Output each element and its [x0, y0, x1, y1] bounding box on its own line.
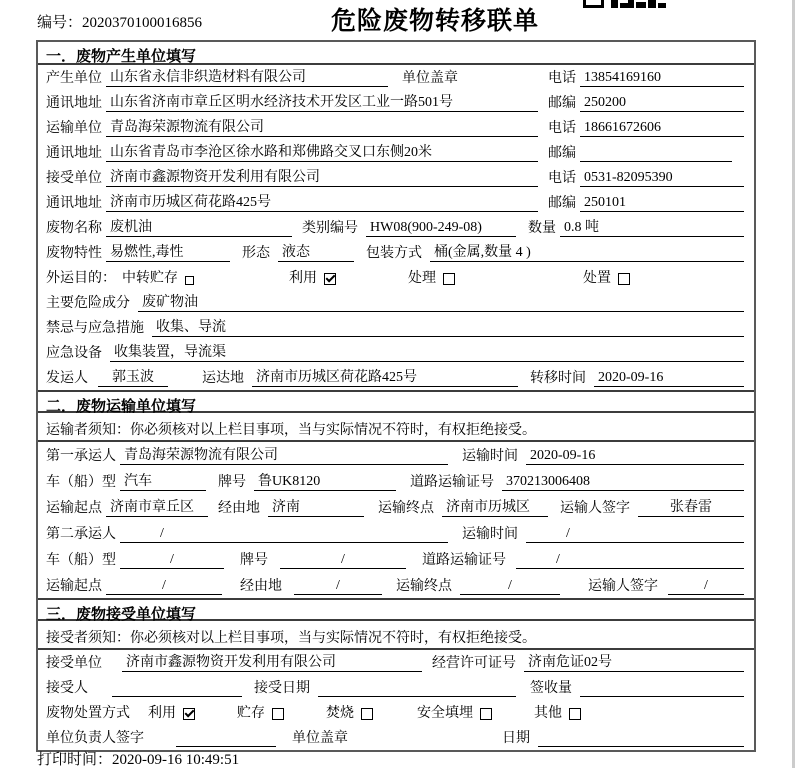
producer-address-row — [38, 90, 754, 115]
transport-time-value: 2020-09-16 — [526, 448, 744, 465]
origin-label: 运输起点 — [46, 501, 102, 516]
terminus-value: 济南市历城区 — [442, 496, 548, 517]
destination-label: 运达地 — [202, 371, 244, 386]
acceptor-label: 接受人 — [46, 681, 88, 696]
zip-value: 250101 — [580, 195, 744, 212]
print-time-line — [37, 748, 239, 769]
checkbox-label: 中转贮存 — [122, 271, 178, 286]
zip-value — [580, 145, 732, 162]
page-header — [0, 0, 796, 38]
vehicle1-row — [38, 468, 754, 494]
transfer-time-label: 转移时间 — [530, 371, 586, 386]
destination-value: 济南市历城区荷花路425号 — [252, 366, 518, 387]
qr-code-fragment-icon — [583, 0, 667, 10]
road-permit-value: / — [516, 552, 744, 569]
phone-label: 电话 — [548, 71, 576, 86]
receiver-notice: 接受者须知：你必须核对以上栏目事项，当与实际情况不符时，有权拒绝接受。 — [38, 621, 754, 650]
date-value — [538, 730, 744, 747]
print-time-label: 打印时间： — [37, 752, 113, 768]
road-permit-label: 道路运输证号 — [410, 475, 494, 490]
plate-value: / — [280, 552, 406, 569]
transporter-row — [38, 115, 754, 140]
plate-label: 牌号 — [240, 553, 268, 568]
carrier1-row — [38, 442, 754, 468]
checkbox-label: 利用 — [289, 271, 317, 286]
responsible-sign-value — [176, 730, 276, 747]
plate-value: 鲁UK8120 — [254, 470, 396, 491]
carrier-sign-value: / — [668, 578, 744, 595]
checkbox-icon — [361, 708, 373, 720]
checkbox-checked-icon — [324, 273, 336, 285]
section2-heading: 二．废物运输单位填写 — [38, 390, 754, 413]
vehicle-type-value: 汽车 — [120, 470, 206, 491]
transporter-address-row — [38, 140, 754, 165]
phone-value: 13854169160 — [580, 70, 744, 87]
shipper-label: 发运人 — [46, 371, 88, 386]
checkbox-checked-icon — [183, 708, 195, 720]
shipper-value: 郭玉波 — [98, 366, 168, 387]
license-label: 经营许可证号 — [432, 656, 516, 671]
acceptor-value — [112, 680, 242, 697]
vehicle2-row — [38, 546, 754, 572]
acceptance-row — [38, 675, 754, 700]
via-value: / — [294, 578, 382, 595]
terminus-label: 运输终点 — [378, 501, 434, 516]
purpose-option-use — [289, 267, 336, 287]
page-right-edge — [792, 0, 795, 768]
section1-heading: 一．废物产生单位填写 — [38, 42, 754, 65]
checkbox-icon — [618, 273, 630, 285]
purpose-option-transfer-storage — [122, 267, 194, 287]
carrier-sign-value: 张春雷 — [638, 496, 744, 517]
signed-amount-label: 签收量 — [530, 681, 572, 696]
waste-character-row — [38, 240, 754, 265]
vehicle-type-label: 车（船）型 — [46, 475, 116, 490]
disposal-label: 废物处置方式 — [46, 706, 130, 721]
disposal-option-other — [534, 702, 581, 722]
plate-label: 牌号 — [218, 475, 246, 490]
terminus-label: 运输终点 — [396, 579, 452, 594]
address-label: 通讯地址 — [46, 96, 102, 111]
producer-label: 产生单位 — [46, 71, 102, 86]
section3-body — [38, 621, 754, 750]
transporter-label: 运输单位 — [46, 121, 102, 136]
via-label: 经由地 — [240, 579, 282, 594]
purpose-row — [38, 265, 754, 290]
phone-label: 电话 — [548, 171, 576, 186]
quantity-value: 0.8 吨 — [560, 216, 744, 237]
hazard-row — [38, 290, 754, 315]
disposal-option-burn — [326, 702, 373, 722]
character-label: 废物特性 — [46, 246, 102, 261]
address-label: 通讯地址 — [46, 146, 102, 161]
transport-time-value: / — [526, 526, 744, 543]
address-label: 通讯地址 — [46, 196, 102, 211]
address-value: 济南市历城区荷花路425号 — [106, 191, 538, 212]
purpose-option-dispose — [583, 267, 630, 287]
road-permit-label: 道路运输证号 — [422, 553, 506, 568]
transfer-time-value: 2020-09-16 — [594, 370, 744, 387]
waste-name-row — [38, 215, 754, 240]
receiver-row — [38, 165, 754, 190]
checkbox-label: 处置 — [583, 271, 611, 286]
unit-seal-label: 单位盖章 — [292, 731, 348, 746]
disposal-row — [38, 700, 754, 725]
checkbox-label: 焚烧 — [326, 706, 354, 721]
accept-date-label: 接受日期 — [254, 681, 310, 696]
category-label: 类别编号 — [302, 221, 358, 236]
transporter-notice: 运输者须知：你必须核对以上栏目事项，当与实际情况不符时，有权拒绝接受。 — [38, 413, 754, 442]
checkbox-label: 处理 — [408, 271, 436, 286]
category-value: HW08(900-249-08) — [366, 220, 516, 237]
carrier2-row — [38, 520, 754, 546]
date-label: 日期 — [502, 731, 530, 746]
transport-time-label: 运输时间 — [462, 449, 518, 464]
disposal-option-store — [237, 702, 284, 722]
transporter-value: 青岛海荣源物流有限公司 — [106, 116, 538, 137]
section1-body — [38, 65, 754, 390]
dispatch-row — [38, 365, 754, 390]
emergency-equipment-label: 应急设备 — [46, 346, 102, 361]
zip-value: 250200 — [580, 95, 744, 112]
producer-row — [38, 65, 754, 90]
transport-time-label: 运输时间 — [462, 527, 518, 542]
emergency-equipment-value: 收集装置，导流渠 — [110, 341, 744, 362]
via-value: 济南 — [268, 496, 364, 517]
address-value: 山东省济南市章丘区明水经济技术开发区工业一路501号 — [106, 91, 538, 112]
section3-heading: 三．废物接受单位填写 — [38, 598, 754, 621]
zip-label: 邮编 — [548, 196, 576, 211]
road-permit-value: 370213006408 — [502, 474, 744, 491]
receiver-address-row — [38, 190, 754, 215]
via-label: 经由地 — [218, 501, 260, 516]
producer-value: 山东省永信非织造材料有限公司 — [106, 66, 388, 87]
checkbox-icon — [272, 708, 284, 720]
route1-row — [38, 494, 754, 520]
character-value: 易燃性,毒性 — [106, 241, 230, 262]
packing-label: 包装方式 — [366, 246, 422, 261]
checkbox-label: 贮存 — [237, 706, 265, 721]
waste-name-label: 废物名称 — [46, 221, 102, 236]
serial-number-line — [37, 11, 202, 32]
receiving-unit-row — [38, 650, 754, 675]
hazard-label: 主要危险成分 — [46, 296, 130, 311]
phone-value: 0531-82095390 — [580, 170, 744, 187]
seal-label: 单位盖章 — [402, 71, 458, 86]
print-time-value: 2020-09-16 10:49:51 — [112, 752, 240, 768]
carrier1-value: 青岛海荣源物流有限公司 — [120, 444, 448, 465]
quantity-label: 数量 — [528, 221, 556, 236]
address-value: 山东省青岛市李沧区徐水路和郑佛路交叉口东侧20米 — [106, 141, 538, 162]
accept-date-value — [318, 680, 516, 697]
receiving-unit-label: 接受单位 — [46, 656, 102, 671]
packing-value: 桶(金属,数量 4 ) — [430, 241, 744, 262]
signoff-row — [38, 725, 754, 750]
responsible-sign-label: 单位负责人签字 — [46, 731, 144, 746]
receiver-value: 济南市鑫源物资开发利用有限公司 — [106, 166, 538, 187]
vehicle-type-label: 车（船）型 — [46, 553, 116, 568]
checkbox-label: 安全填埋 — [417, 706, 473, 721]
purpose-option-treat — [408, 267, 455, 287]
checkbox-label: 利用 — [148, 706, 176, 721]
waste-name-value: 废机油 — [106, 216, 292, 237]
carrier-sign-label: 运输人签字 — [560, 501, 630, 516]
signed-amount-value — [580, 680, 744, 697]
serial-value: 2020370100016856 — [82, 15, 203, 31]
section2-body — [38, 413, 754, 598]
carrier1-label: 第一承运人 — [46, 449, 116, 464]
route2-row — [38, 572, 754, 598]
hazard-value: 废矿物油 — [138, 291, 744, 312]
zip-label: 邮编 — [548, 146, 576, 161]
phone-label: 电话 — [548, 121, 576, 136]
disposal-option-landfill — [417, 702, 492, 722]
receiver-label: 接受单位 — [46, 171, 102, 186]
emergency-measures-row — [38, 315, 754, 340]
receiving-unit-value: 济南市鑫源物资开发利用有限公司 — [122, 651, 422, 672]
form-value: 液态 — [278, 241, 354, 262]
zip-label: 邮编 — [548, 96, 576, 111]
origin-value: / — [106, 578, 222, 595]
carrier2-value: / — [120, 526, 448, 543]
emergency-equipment-row — [38, 340, 754, 365]
checkbox-icon — [185, 276, 194, 285]
carrier-sign-label: 运输人签字 — [588, 579, 658, 594]
serial-label: 编号： — [37, 15, 83, 31]
page-title: 危险废物转移联单 — [331, 8, 540, 35]
carrier2-label: 第二承运人 — [46, 527, 116, 542]
checkbox-icon — [569, 708, 581, 720]
phone-value: 18661672606 — [580, 120, 744, 137]
checkbox-icon — [443, 273, 455, 285]
origin-label: 运输起点 — [46, 579, 102, 594]
checkbox-label: 其他 — [534, 706, 562, 721]
emergency-measures-label: 禁忌与应急措施 — [46, 321, 144, 336]
emergency-measures-value: 收集、导流 — [152, 316, 744, 337]
form-label: 形态 — [242, 246, 270, 261]
vehicle-type-value: / — [120, 552, 224, 569]
manifest-form — [36, 40, 756, 752]
disposal-option-use — [148, 702, 195, 722]
terminus-value: / — [460, 578, 560, 595]
license-value: 济南危证02号 — [524, 651, 744, 672]
checkbox-icon — [480, 708, 492, 720]
purpose-label: 外运目的： — [46, 271, 116, 286]
origin-value: 济南市章丘区 — [106, 496, 208, 517]
